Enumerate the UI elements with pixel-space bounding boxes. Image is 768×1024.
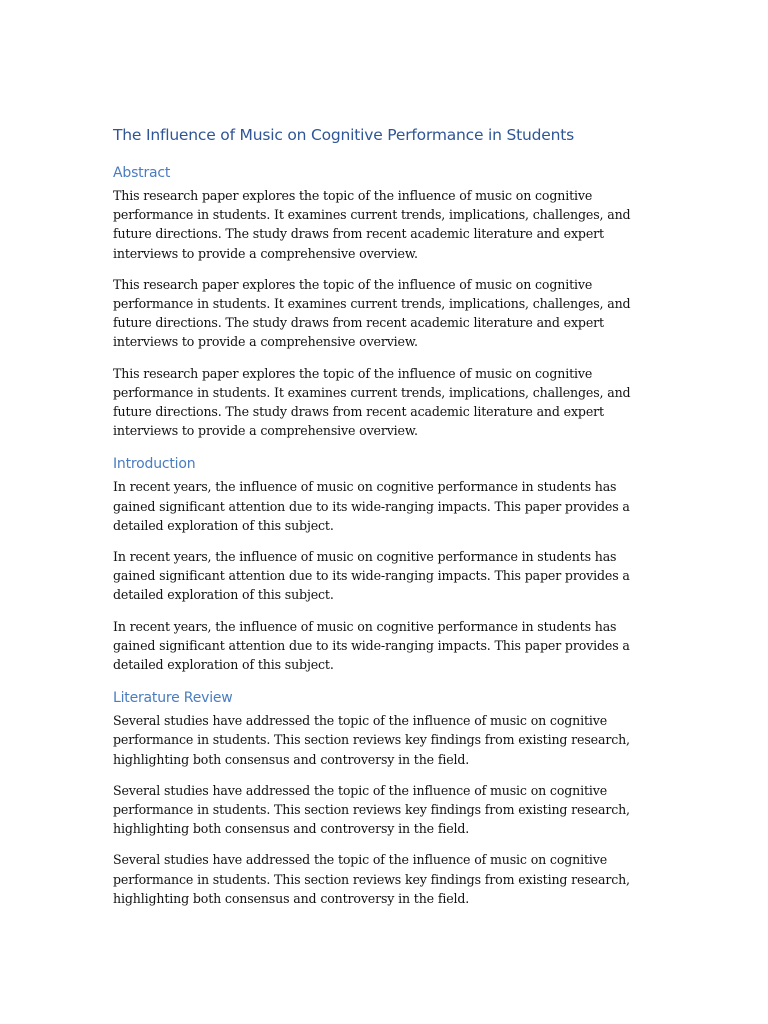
paragraph: This research paper explores the topic of the influence of music on cognitive performance in students. It examines current trends, implications, challenges, and future directions. The study draws from recent academic literature and expert interviews to provide a comprehensive overview. [113, 188, 631, 261]
section-heading-abstract: Abstract [113, 165, 171, 181]
paragraph: In recent years, the influence of music on cognitive performance in students has gained significant attention due to its wide-ranging impacts. This paper provides a detailed exploration of this subject. [113, 618, 630, 673]
section-abstract [113, 162, 658, 440]
paragraph: Several studies have addressed the topic of the influence of music on cognitive performance in students. This section reviews key findings from existing research, highlighting both consensus and controversy in the field. [113, 782, 630, 837]
paragraph: This research paper explores the topic of the influence of music on cognitive performance in students. It examines current trends, implications, challenges, and future directions. The study draws from recent academic literature and expert interviews to provide a comprehensive overview. [113, 276, 631, 350]
document-title: The Influence of Music on Cognitive Performance in Students [113, 126, 575, 144]
paragraph: Several studies have addressed the topic of the influence of music on cognitive performance in students. This section reviews key findings from existing research, highlighting both consensus and controversy in the field. [113, 713, 630, 767]
section-introduction [113, 453, 658, 674]
document-page [113, 122, 658, 920]
section-literature-review [113, 687, 658, 908]
section-heading-literature-review: Literature Review [113, 690, 233, 707]
section-heading-introduction: Introduction [113, 456, 196, 473]
paragraph: In recent years, the influence of music on cognitive performance in students has gained significant attention due to its wide-ranging impacts. This paper provides a detailed exploration of this subject. [113, 479, 630, 533]
paragraph: In recent years, the influence of music on cognitive performance in students has gained significant attention due to its wide-ranging impacts. This paper provides a detailed exploration of this subject. [113, 549, 630, 603]
paragraph: This research paper explores the topic of the influence of music on cognitive performance in students. It examines current trends, implications, challenges, and future directions. The study draws from recent academic literature and expert interviews to provide a comprehensive overview. [113, 365, 631, 439]
paragraph: Several studies have addressed the topic of the influence of music on cognitive performance in students. This section reviews key findings from existing research, highlighting both consensus and controversy in the field. [113, 852, 630, 906]
